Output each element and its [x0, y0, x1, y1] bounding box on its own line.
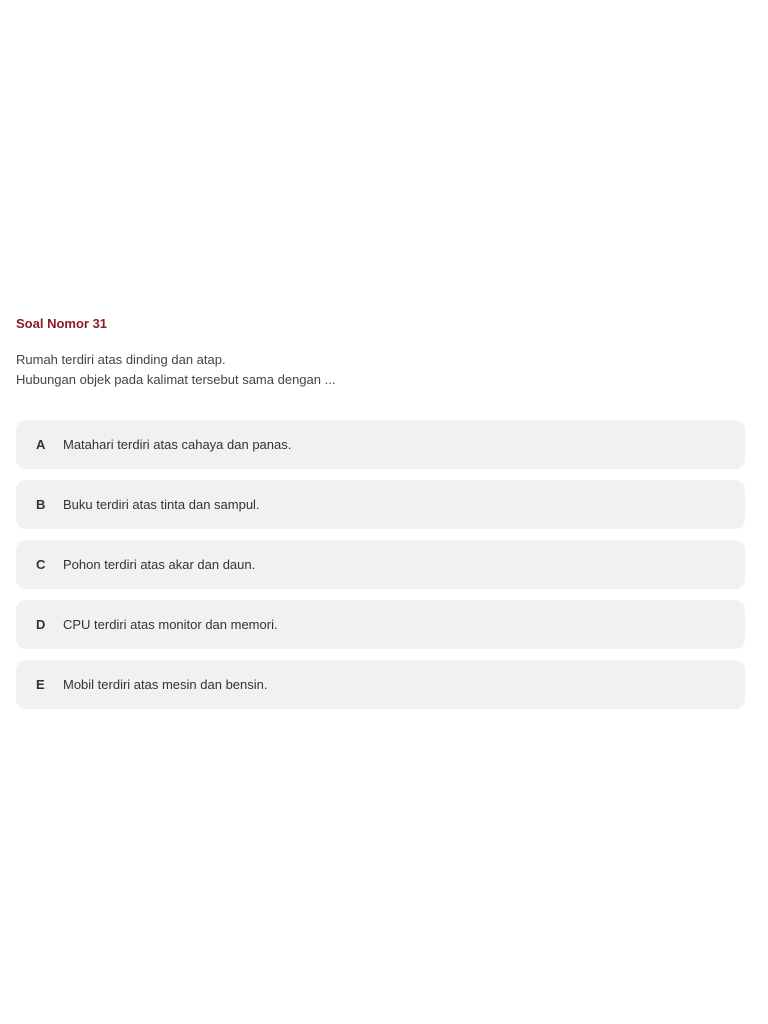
- option-d[interactable]: [16, 600, 745, 649]
- option-a[interactable]: [16, 420, 745, 469]
- question-line-2: Hubungan objek pada kalimat tersebut sama dengan ...: [16, 372, 336, 387]
- option-text: Pohon terdiri atas akar dan daun.: [63, 557, 256, 572]
- option-text: Matahari terdiri atas cahaya dan panas.: [63, 437, 292, 452]
- option-letter: A: [36, 437, 46, 452]
- option-text: Buku terdiri atas tinta dan sampul.: [63, 497, 260, 512]
- option-letter: B: [36, 497, 46, 512]
- option-b[interactable]: [16, 480, 745, 529]
- option-letter: C: [36, 557, 46, 572]
- question-line-1: Rumah terdiri atas dinding dan atap.: [16, 352, 226, 367]
- question-block: [16, 315, 745, 709]
- option-c[interactable]: [16, 540, 745, 589]
- option-text: Mobil terdiri atas mesin dan bensin.: [63, 677, 268, 692]
- answer-options: [16, 420, 745, 709]
- option-letter: D: [36, 617, 46, 632]
- question-number: Soal Nomor 31: [16, 316, 108, 331]
- option-e[interactable]: [16, 660, 745, 709]
- option-text: CPU terdiri atas monitor dan memori.: [63, 617, 278, 632]
- question-text: [16, 350, 745, 390]
- option-letter: E: [36, 677, 45, 692]
